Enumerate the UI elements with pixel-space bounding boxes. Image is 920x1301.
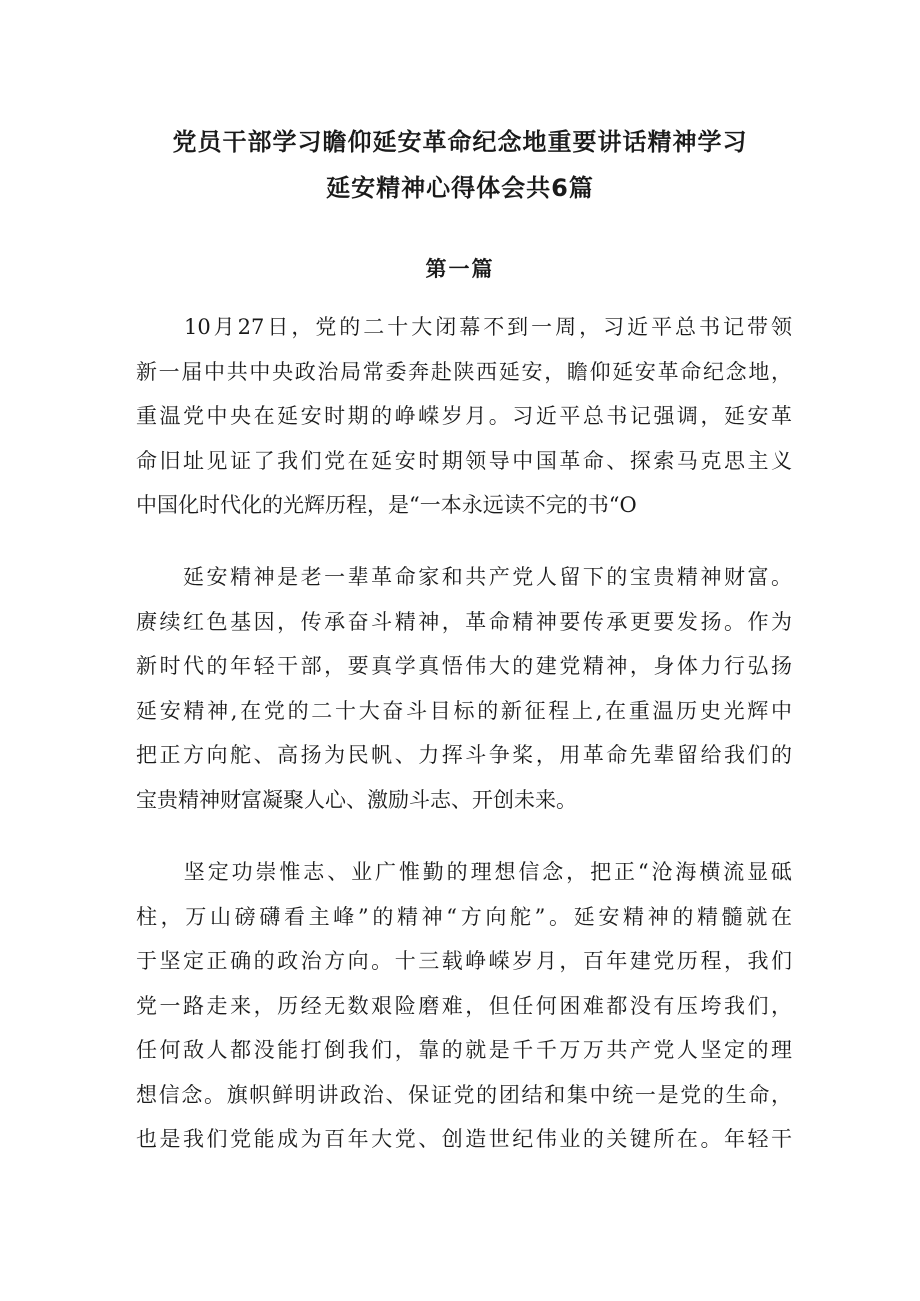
paragraph-line: 赓续红色基因，传承奋斗精神，革命精神要传承更要发扬。作为 <box>136 609 792 634</box>
paragraph-line: 也是我们党能成为百年大党、创造世纪伟业的关键所在。年轻干 <box>136 1127 792 1151</box>
paragraph-line: 坚定功崇惟志、业广惟勤的理想信念，把正“沧海横流显砥 <box>136 860 792 884</box>
paragraph-2 <box>136 555 792 822</box>
paragraph-1 <box>136 305 792 528</box>
paragraph-line: 于坚定正确的政治方向。十三载峥嵘岁月，百年建党历程，我们 <box>136 949 792 973</box>
paragraph-line: 新一届中共中央政治局常委奔赴陕西延安，瞻仰延安革命纪念地， <box>136 359 792 384</box>
paragraph-line: 新时代的年轻干部，要真学真悟伟大的建党精神，身体力行弘扬 <box>136 654 792 678</box>
paragraph-line: 党一路走来，历经无数艰险磨难，但任何困难都没有压垮我们， <box>136 993 792 1018</box>
paragraph-line: 宝贵精神财富凝聚人心、激励斗志、开创未来。 <box>136 787 577 812</box>
paragraph-line: 想信念。旗帜鲜明讲政治、保证党的团结和集中统一是党的生命， <box>136 1082 792 1107</box>
paragraph-line: 中国化时代化的光辉历程，是“一本永远读不完的书“O <box>136 493 637 517</box>
paragraph-line: 10月27日，党的二十大闭幕不到一周，习近平总书记带领 <box>136 315 792 339</box>
section-heading: 第一篇 <box>425 257 495 281</box>
paragraph-line: 重温党中央在延安时期的峥嵘岁月。习近平总书记强调，延安革 <box>136 404 792 428</box>
document-title-line-1: 党员干部学习瞻仰延安革命纪念地重要讲话精神学习 <box>172 128 748 156</box>
paragraph-3 <box>136 850 792 1162</box>
paragraph-line: 任何敌人都没能打倒我们，靠的就是千千万万共产党人坚定的理 <box>136 1038 792 1062</box>
paragraph-line: 柱，万山磅礴看主峰”的精神“方向舵”。延安精神的精髓就在 <box>136 904 792 929</box>
paragraph-line: 命旧址见证了我们党在延安时期领导中国革命、探索马克思主义 <box>136 448 792 473</box>
paragraph-line: 延安精神,在党的二十大奋斗目标的新征程上,在重温历史光辉中 <box>136 698 792 723</box>
document-title-line-2: 延安精神心得体会共6篇 <box>326 174 594 202</box>
paragraph-line: 延安精神是老一辈革命家和共产党人留下的宝贵精神财富。 <box>136 565 792 589</box>
paragraph-line: 把正方向舵、高扬为民帆、力挥斗争桨，用革命先辈留给我们的 <box>136 743 792 767</box>
